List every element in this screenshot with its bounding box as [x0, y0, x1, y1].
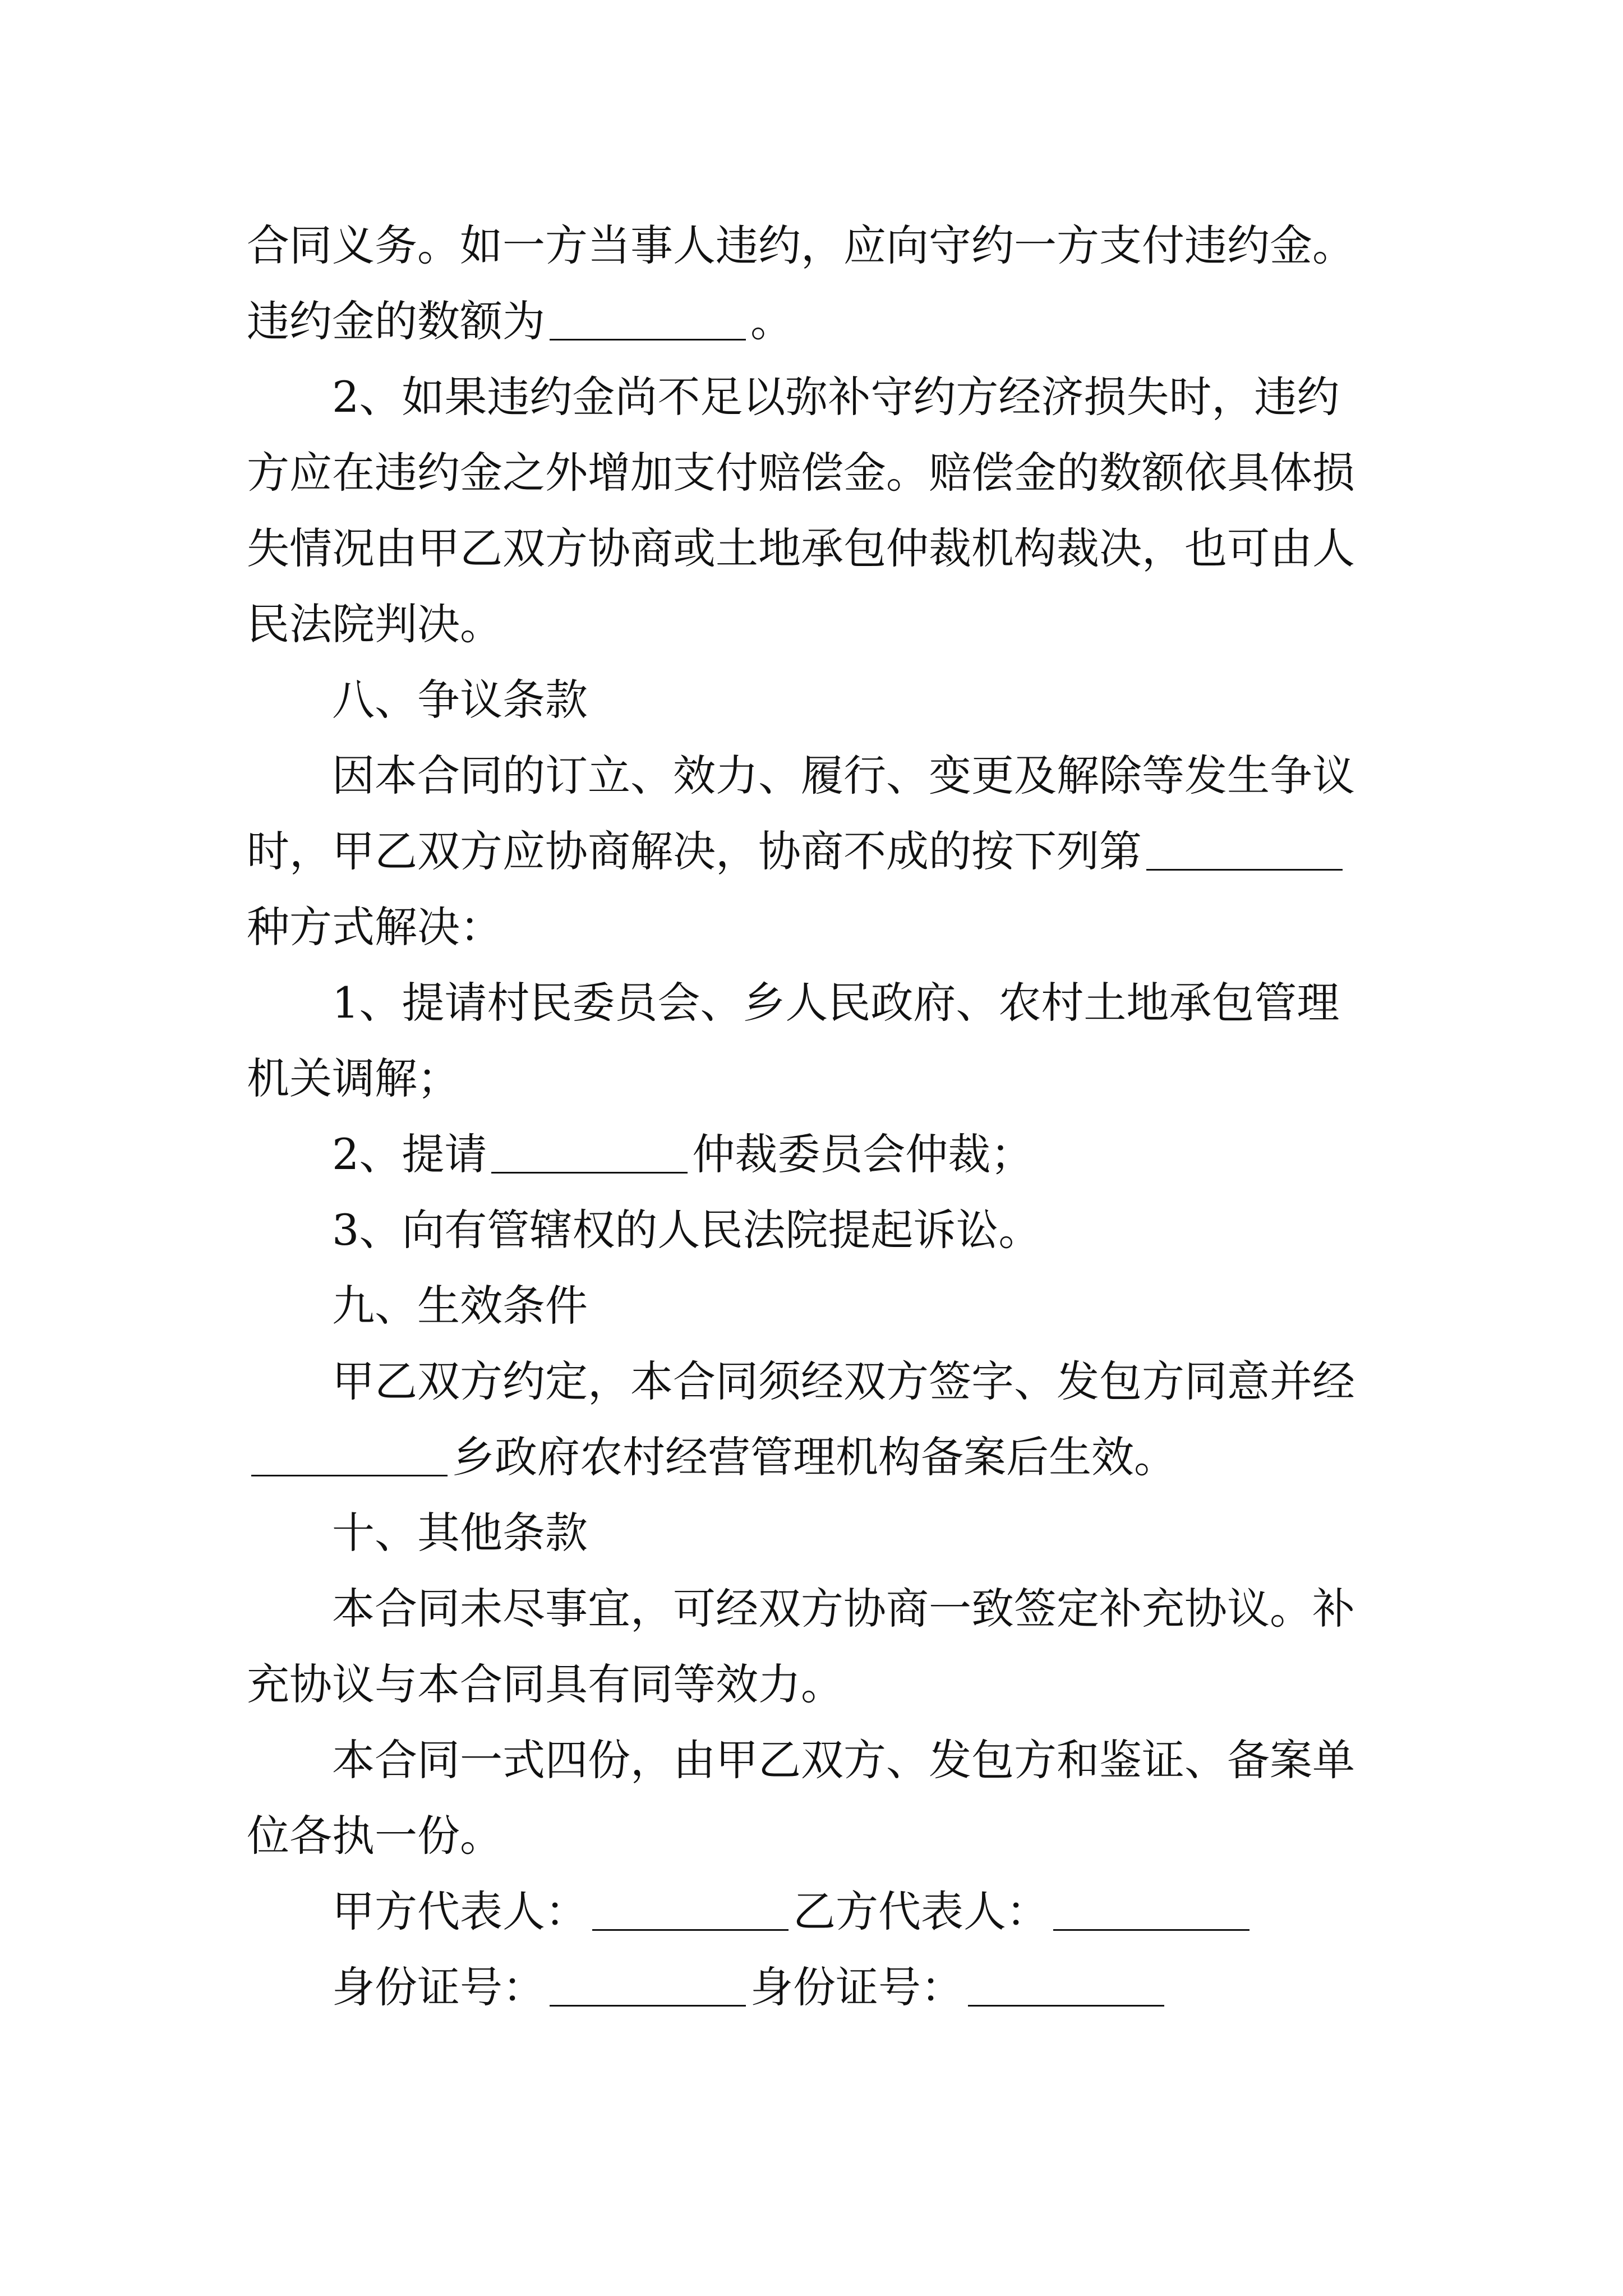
blank-line	[550, 300, 746, 341]
blank-line	[550, 1966, 746, 2007]
party-a-representative-label: 甲方代表人：	[332, 1887, 588, 1936]
paragraph-copies: 本合同一式四份，由甲乙双方、发包方和鉴证、备案单位各执一份。	[247, 1735, 1355, 1861]
paragraph-breach-penalty	[247, 208, 1377, 359]
blank-line	[251, 1435, 448, 1476]
text-segment: 因本合同的订立、效力、履行、变更及解除等发生争议时，甲乙双方应协商解决，协商不成的按下列第	[247, 751, 1355, 876]
blank-line	[968, 1966, 1164, 2007]
section-heading-other: 十、其他条款	[332, 1508, 588, 1558]
blank-line	[491, 1133, 688, 1174]
party-b-id-label: 身份证号：	[750, 1962, 963, 2012]
paragraph-effectiveness	[247, 1343, 1377, 1495]
list-item-mediation: 1、提请村民委员会、乡人民政府、农村土地承包管理机关调解；	[247, 978, 1340, 1103]
section-heading-disputes: 八、争议条款	[332, 675, 588, 725]
signature-representatives	[247, 1874, 1377, 1949]
blank-line	[592, 1890, 789, 1931]
party-a-id-label: 身份证号：	[332, 1962, 545, 2012]
blank-line	[1053, 1890, 1249, 1931]
section-heading-effectiveness: 九、生效条件	[332, 1281, 588, 1331]
list-item-arbitration	[247, 1116, 1377, 1192]
text-segment: 甲乙双方约定，本合同须经双方签字、发包方同意并经	[332, 1356, 1355, 1406]
text-segment: 仲裁委员会仲裁；	[692, 1129, 1034, 1179]
paragraph-dispute-resolution	[247, 738, 1377, 965]
text-segment: 。	[750, 296, 793, 346]
list-item-litigation: 3、向有管辖权的人民法院提起诉讼。	[332, 1205, 1041, 1255]
party-b-representative-label: 乙方代表人：	[793, 1887, 1049, 1936]
text-segment: 2、提请	[332, 1129, 487, 1179]
text-segment: 乡政府农村经营管理机构备案后生效。	[452, 1432, 1177, 1482]
blank-line	[1146, 830, 1343, 871]
paragraph-supplement: 本合同未尽事宜，可经双方协商一致签定补充协议。补充协议与本合同具有同等效力。	[247, 1584, 1355, 1709]
text-segment: 种方式解决：	[247, 902, 502, 952]
contract-text	[247, 208, 1377, 2025]
paragraph-compensation: 2、如果违约金尚不足以弥补守约方经济损失时，违约方应在违约金之外增加支付赔偿金。赔偿金的数额依具体损失情况由甲乙双方协商或土地承包仲裁机构裁决，也可由人民法院判决。	[247, 372, 1355, 649]
text-segment: 合同义务。如一方当事人违约，应向守约一方支付违约金。违约金的数额为	[247, 220, 1355, 346]
signature-id-numbers	[247, 1949, 1377, 2025]
